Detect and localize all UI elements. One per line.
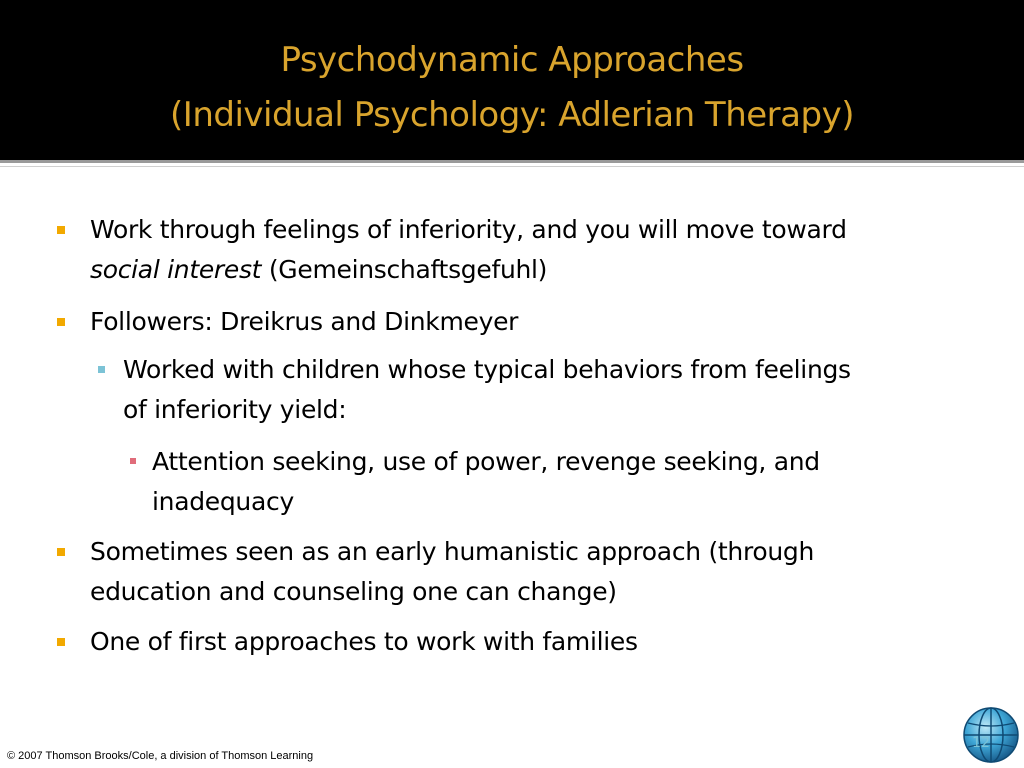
bullet-marker — [57, 226, 65, 234]
slide-title-line2: (Individual Psychology: Adlerian Therapy) — [170, 95, 854, 135]
sub-sub-bullet-text-continued: inadequacy — [152, 487, 294, 516]
slide-title-line1: Psychodynamic Approaches — [280, 40, 744, 80]
bullet-item — [90, 210, 990, 290]
bullet-marker — [57, 318, 65, 326]
bullet-text: Followers: Dreikrus and Dinkmeyer — [90, 307, 519, 336]
page-number: 12 — [972, 735, 990, 751]
sub-sub-bullet-text: Attention seeking, use of power, revenge seeking, and — [152, 447, 820, 476]
bullet-item — [90, 532, 990, 612]
bullet-text: Work through feelings of inferiority, and you will move toward — [90, 215, 847, 244]
bullet-text-continued — [90, 250, 990, 290]
bullet-marker — [57, 548, 65, 556]
sub-sub-bullet-item — [152, 442, 1002, 522]
bullet-text: One of first approaches to work with families — [90, 627, 638, 656]
bullet-text: Sometimes seen as an early humanistic approach (through — [90, 537, 815, 566]
bullet-item — [90, 622, 990, 662]
sub-bullet-text-continued: of inferiority yield: — [123, 395, 347, 424]
bullet-marker — [57, 638, 65, 646]
bullet-item — [90, 302, 990, 342]
sub-bullet-marker — [98, 366, 105, 373]
italic-term: social interest — [90, 255, 262, 284]
copyright-footer: © 2007 Thomson Brooks/Cole, a division of Thomson Learning — [7, 750, 314, 762]
sub-sub-bullet-marker — [130, 458, 136, 464]
bullet-text-continued: education and counseling one can change) — [90, 577, 617, 606]
bullet-text-rest: (Gemeinschaftsgefuhl) — [261, 255, 548, 284]
sub-bullet-text: Worked with children whose typical behaviors from feelings — [123, 355, 851, 384]
sub-bullet-item — [123, 350, 1003, 430]
